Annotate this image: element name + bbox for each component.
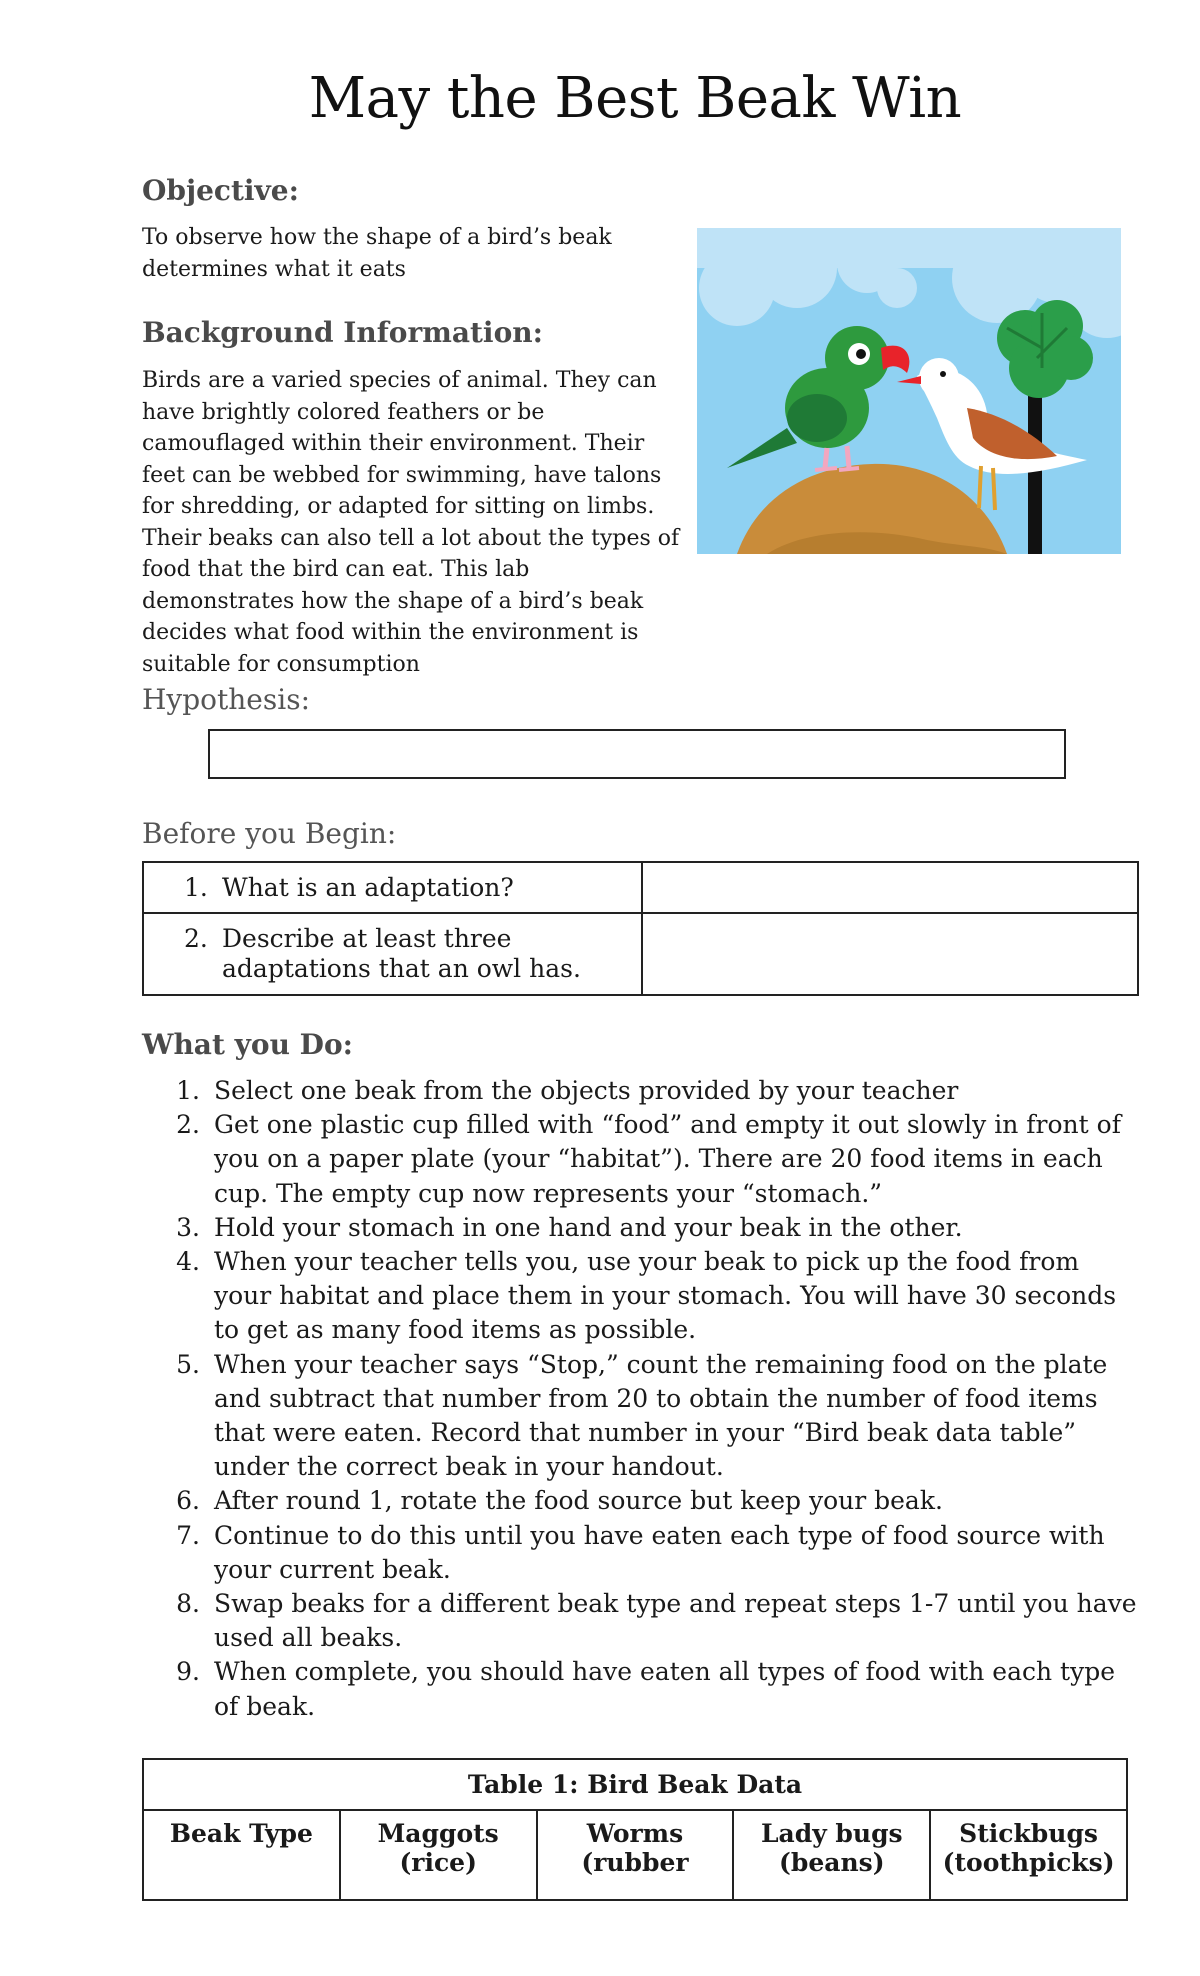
background-text xyxy=(142,365,682,680)
step-item xyxy=(142,1108,1142,1211)
step-item xyxy=(142,1348,1142,1485)
answer-cell[interactable] xyxy=(642,913,1138,995)
answer-cell[interactable] xyxy=(642,862,1138,913)
step-item xyxy=(142,1587,1142,1655)
before-heading: Before you Begin: xyxy=(142,817,397,850)
column-header-worms: Worms (rubber xyxy=(537,1810,734,1900)
step-number: 1. xyxy=(176,1076,200,1105)
background-heading: Background Information: xyxy=(142,316,543,349)
question-text: Describe at least three adaptations that an owl has. xyxy=(222,924,581,983)
question-text: What is an adaptation? xyxy=(222,873,514,902)
step-number: 2. xyxy=(176,1110,200,1140)
page-title: May the Best Beak Win xyxy=(308,66,962,131)
question-cell xyxy=(143,913,642,995)
objective-text: To observe how the shape of a bird’s beak determines what it eats xyxy=(142,225,612,282)
step-text: When your teacher says “Stop,” count the remaining food on the plate and subtract that number from 20 to obtain the number of food items that were eaten. Record that number in your “Bird beak data table” under the correct beak in your handout. xyxy=(214,1349,1108,1482)
question-cell xyxy=(143,862,642,913)
before-you-begin-table xyxy=(142,861,1139,996)
bird-beak-data-table xyxy=(142,1758,1128,1901)
parrot-and-seagull-illustration xyxy=(697,228,1121,554)
step-item xyxy=(142,1519,1142,1587)
step-text: Continue to do this until you have eaten each type of food source with your current beak. xyxy=(214,1520,1105,1584)
question-row xyxy=(143,913,1138,995)
column-header-lady-bugs: Lady bugs (beans) xyxy=(733,1810,930,1900)
step-item xyxy=(142,1655,1142,1723)
step-text: Get one plastic cup filled with “food” and empty it out slowly in front of you on a paper plate (your “habitat”). There are 20 food items in each cup. The empty cup now represents your “stomach.” xyxy=(214,1110,1121,1208)
step-text: After round 1, rotate the food source but keep your beak. xyxy=(214,1486,943,1516)
step-number: 7. xyxy=(176,1520,200,1550)
step-number: 3. xyxy=(176,1212,200,1242)
step-item xyxy=(142,1484,1142,1518)
hypothesis-heading: Hypothesis: xyxy=(142,683,310,716)
step-number: 6. xyxy=(176,1486,200,1516)
procedure-steps xyxy=(142,1074,1142,1724)
question-row xyxy=(143,862,1138,913)
background-text-body: Birds are a varied species of animal. They can have brightly colored feathers or be camouflaged within their environment. Their feet can be webbed for swimming, have talons for shredding, or adapted for sitting on limbs. Their beaks can also tell a lot about the types of food that the bird can eat. This lab demonstrates how the shape of a bird’s beak decides what food within the environment is suitable for consumption xyxy=(142,368,680,677)
step-text: Select one beak from the objects provided by your teacher xyxy=(214,1076,959,1105)
step-item xyxy=(142,1245,1142,1348)
step-number: 9. xyxy=(176,1657,200,1687)
step-text: When your teacher tells you, use your beak to pick up the food from your habitat and place them in your stomach. You will have 30 seconds to get as many food items as possible. xyxy=(214,1247,1117,1345)
step-item xyxy=(142,1074,1142,1108)
column-header-stickbugs: Stickbugs (toothpicks) xyxy=(930,1810,1127,1900)
step-item xyxy=(142,1211,1142,1245)
procedure-heading: What you Do: xyxy=(142,1028,353,1061)
question-number: 1. xyxy=(184,873,208,902)
objective-heading: Objective: xyxy=(142,174,299,207)
step-text: When complete, you should have eaten all types of food with each type of beak. xyxy=(214,1657,1115,1721)
step-text: Swap beaks for a different beak type and repeat steps 1-7 until you have used all beaks. xyxy=(214,1589,1137,1653)
step-number: 5. xyxy=(176,1349,200,1379)
hypothesis-input[interactable] xyxy=(208,729,1066,779)
table-caption: Table 1: Bird Beak Data xyxy=(143,1759,1127,1810)
step-number: 4. xyxy=(176,1247,200,1277)
column-header-maggots: Maggots (rice) xyxy=(340,1810,537,1900)
step-number: 8. xyxy=(176,1589,200,1619)
question-number: 2. xyxy=(184,924,208,953)
step-text: Hold your stomach in one hand and your beak in the other. xyxy=(214,1212,963,1242)
column-header-beak-type: Beak Type xyxy=(143,1810,340,1900)
